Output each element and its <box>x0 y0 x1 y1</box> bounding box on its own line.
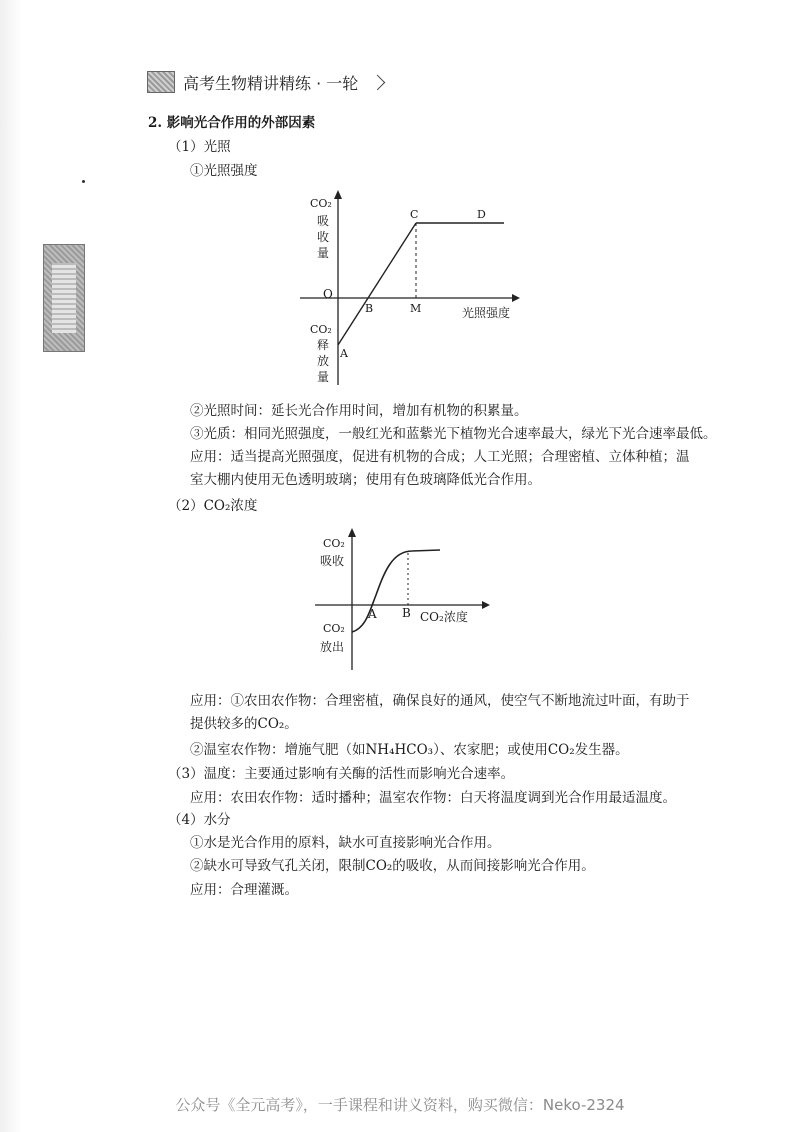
y-bot-text: 放出 <box>320 640 345 654</box>
point-a-label: A <box>340 347 348 360</box>
y-bot-co2: CO₂ <box>310 323 332 336</box>
y-top-char1: 吸 <box>317 214 330 228</box>
point-m-label: M <box>410 302 422 315</box>
y-axis-arrow <box>348 528 356 537</box>
point-c-label: C <box>410 208 419 221</box>
x-axis-label: 光照强度 <box>462 306 511 320</box>
y-top-co2: CO₂ <box>310 197 332 210</box>
y-top-co2: CO₂ <box>323 537 345 550</box>
water-application: 应用：合理灌溉。 <box>190 882 298 898</box>
page-header <box>147 69 383 95</box>
y-bot-char3: 量 <box>317 370 330 384</box>
y-top-char3: 量 <box>317 246 330 260</box>
scan-edge <box>0 0 22 1132</box>
y-axis-arrow <box>334 190 342 199</box>
light-intensity-label: ①光照强度 <box>190 163 258 179</box>
light-label: （1）光照 <box>168 139 231 155</box>
water-line1: ①水是光合作用的原料，缺水可直接影响光合作用。 <box>190 835 501 851</box>
point-a-label: A <box>368 607 377 621</box>
point-b-label: B <box>402 606 411 620</box>
co2-application-line3: ②温室农作物：增施气肥（如NH₄HCO₃）、农家肥；或使用CO₂发生器。 <box>190 742 629 758</box>
arrow-right-icon <box>370 74 386 90</box>
y-top-char2: 收 <box>317 230 330 244</box>
section-heading: 2. 影响光合作用的外部因素 <box>148 115 316 131</box>
light-application-line1: 应用：适当提高光照强度，促进有机物的合成；人工光照；合理密植、立体种植；温 <box>190 449 690 465</box>
light-time-text: ②光照时间：延长光合作用时间，增加有机物的积累量。 <box>190 403 528 419</box>
co2-application-line1: 应用：①农田农作物：合理密植，确保良好的通风，使空气不断地流过叶面，有助于 <box>190 693 690 709</box>
book-logo-icon <box>147 71 175 93</box>
side-tab-image <box>43 244 85 352</box>
footer-watermark-text: 公众号《全元高考》，一手课程和讲义资料，购买微信：Neko-2324 <box>175 1096 625 1114</box>
y-bot-co2: CO₂ <box>323 622 345 635</box>
point-b-label: B <box>365 302 374 315</box>
point-d-label: D <box>477 208 486 221</box>
light-intensity-chart <box>290 185 540 385</box>
x-axis-arrow <box>512 294 520 302</box>
co2-concentration-chart <box>300 525 500 670</box>
temperature-application: 应用：农田农作物：适时播种；温室农作物：白天将温度调到光合作用最适温度。 <box>190 790 676 806</box>
water-label: （4）水分 <box>168 812 231 828</box>
speck <box>82 180 85 183</box>
origin-label: O <box>323 287 333 301</box>
co2-application-line2: 提供较多的CO₂。 <box>190 716 298 732</box>
y-bot-char1: 释 <box>317 338 330 352</box>
temperature-label: （3）温度：主要通过影响有关酶的活性而影响光合速率。 <box>168 766 515 782</box>
light-application-line2: 室大棚内使用无色透明玻璃；使用有色玻璃降低光合作用。 <box>190 472 541 488</box>
co2-label: （2）CO₂浓度 <box>168 498 258 514</box>
light-quality-text: ③光质：相同光照强度，一般红光和蓝紫光下植物光合速率最大，绿光下光合速率最低。 <box>190 426 717 442</box>
x-axis-arrow <box>482 601 490 609</box>
x-axis-label: CO₂浓度 <box>420 610 468 624</box>
header-title: 高考生物精讲精练 · 一轮 <box>183 73 359 93</box>
y-bot-char2: 放 <box>317 354 330 368</box>
rising-line <box>338 223 416 345</box>
water-line2: ②缺水可导致气孔关闭，限制CO₂的吸收，从而间接影响光合作用。 <box>190 858 595 874</box>
y-top-text: 吸收 <box>320 554 345 568</box>
